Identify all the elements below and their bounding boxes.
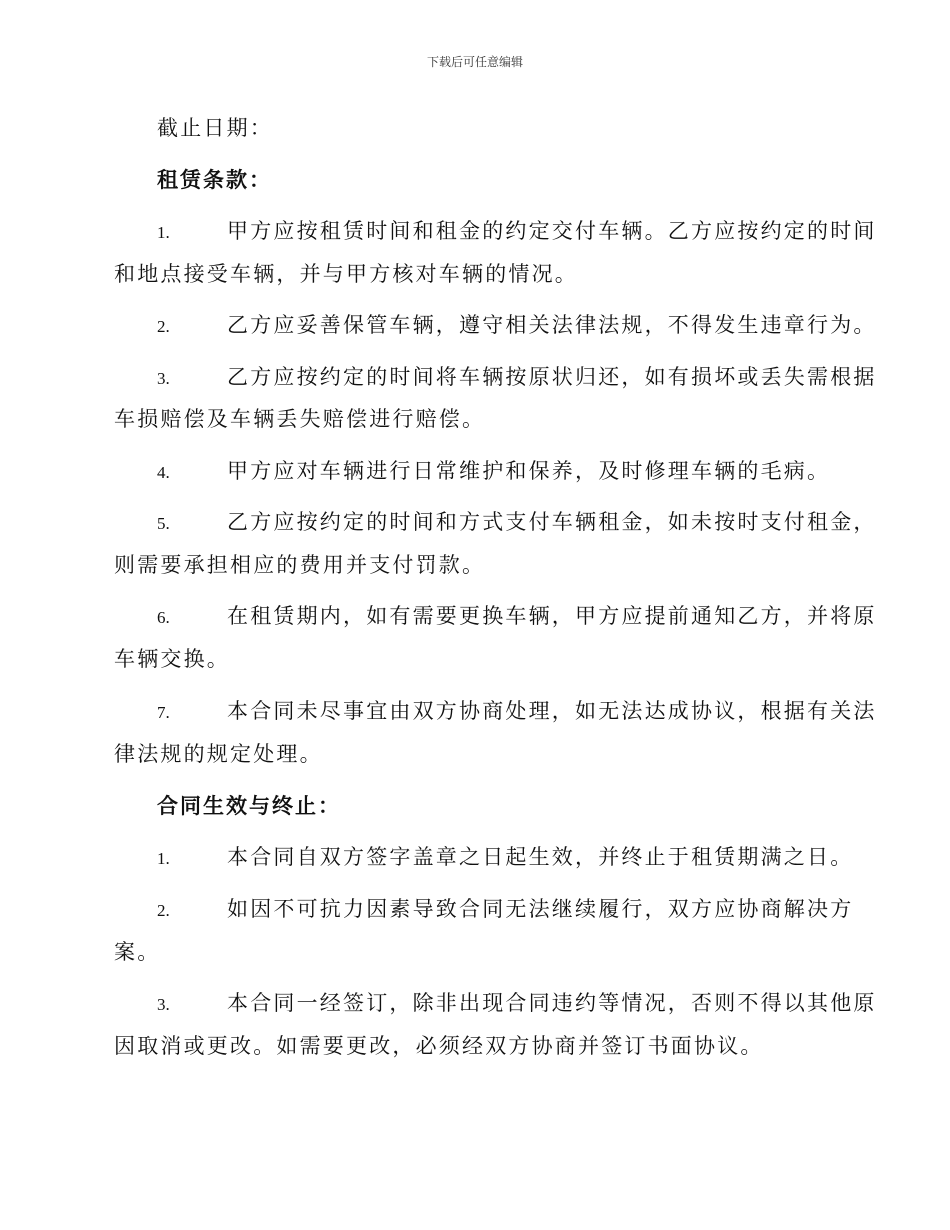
item-number: 2. — [157, 317, 170, 336]
list-item — [157, 457, 830, 487]
item-text: 乙方应按约定的时间将车辆按原状归还，如有损坏或丢失需根据 — [227, 365, 877, 389]
list-item — [157, 508, 877, 538]
list-item — [157, 217, 877, 247]
item-text-continued: 因取消或更改。如需要更改，必须经双方协商并签订书面协议。 — [114, 1034, 764, 1058]
list-item — [157, 989, 877, 1019]
item-number: 3. — [157, 369, 170, 388]
item-number: 6. — [157, 608, 170, 627]
item-number: 4. — [157, 463, 170, 482]
section-title-lease-terms: 租赁条款： — [157, 167, 272, 192]
item-text-continued: 律法规的规定处理。 — [114, 742, 323, 766]
item-number: 1. — [157, 223, 170, 242]
item-number: 2. — [157, 901, 170, 920]
item-text: 甲方应按租赁时间和租金的约定交付车辆。乙方应按约定的时间 — [227, 219, 877, 243]
section-title-effect-termination: 合同生效与终止： — [157, 793, 341, 818]
item-text: 本合同未尽事宜由双方协商处理，如无法达成协议，根据有关法 — [227, 699, 877, 723]
list-item — [157, 895, 853, 925]
item-number: 1. — [157, 849, 170, 868]
item-number: 5. — [157, 514, 170, 533]
item-text-continued: 案。 — [114, 940, 161, 964]
item-text: 甲方应对车辆进行日常维护和保养，及时修理车辆的毛病。 — [227, 459, 831, 483]
item-number: 7. — [157, 703, 170, 722]
item-text: 在租赁期内，如有需要更换车辆，甲方应提前通知乙方，并将原 — [227, 604, 877, 628]
deadline-label: 截止日期： — [157, 116, 273, 140]
item-number: 3. — [157, 995, 170, 1014]
item-text-continued: 则需要承担相应的费用并支付罚款。 — [114, 553, 486, 577]
item-text: 乙方应妥善保管车辆，遵守相关法律法规，不得发生违章行为。 — [227, 313, 877, 337]
item-text: 如因不可抗力因素导致合同无法继续履行，双方应协商解决方 — [227, 897, 854, 921]
item-text-continued: 车损赔偿及车辆丢失赔偿进行赔偿。 — [114, 407, 486, 431]
list-item — [157, 602, 877, 632]
list-item — [157, 311, 877, 341]
list-item — [157, 363, 877, 393]
list-item — [157, 843, 853, 873]
page-header: 下载后可任意编辑 — [426, 55, 523, 69]
item-text: 本合同一经签订，除非出现合同违约等情况，否则不得以其他原 — [227, 991, 877, 1015]
item-text-continued: 和地点接受车辆，并与甲方核对车辆的情况。 — [114, 262, 578, 286]
list-item — [157, 697, 877, 727]
item-text-continued: 车辆交换。 — [114, 647, 230, 671]
item-text: 本合同自双方签字盖章之日起生效，并终止于租赁期满之日。 — [227, 845, 854, 869]
item-text: 乙方应按约定的时间和方式支付车辆租金，如未按时支付租金， — [227, 510, 877, 534]
